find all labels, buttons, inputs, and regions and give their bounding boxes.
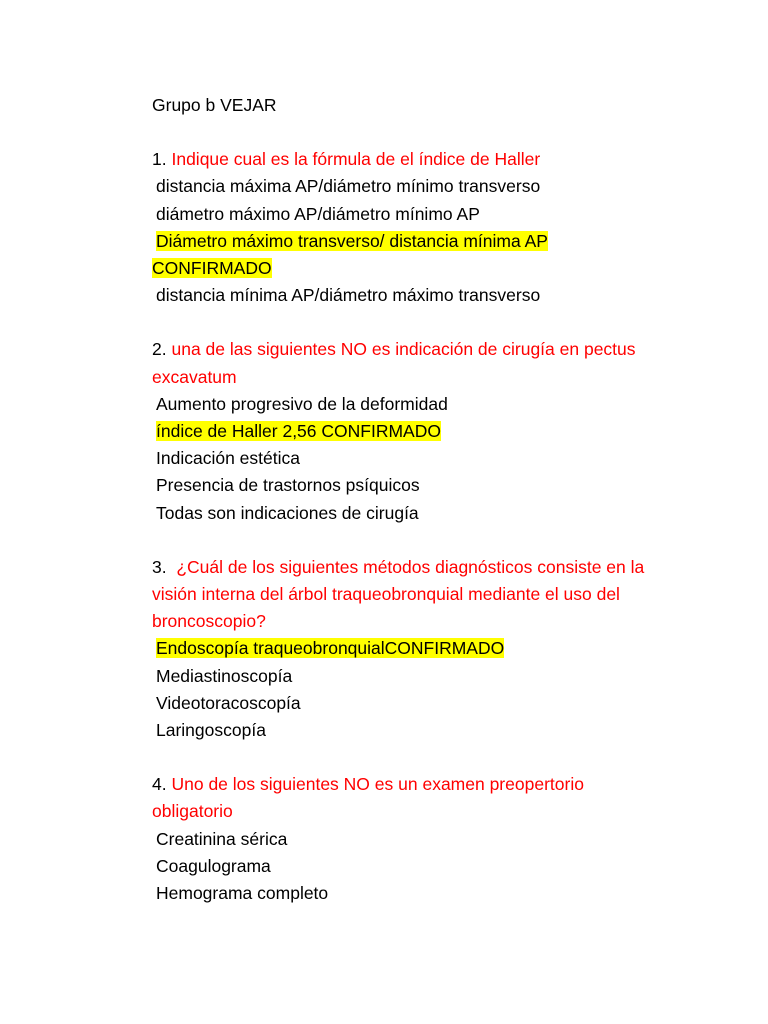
question-3-option-1-highlighted: Endoscopía traqueobronquialCONFIRMADO <box>156 638 505 659</box>
question-4 <box>152 771 712 907</box>
question-1-option-1: distancia máxima AP/diámetro mínimo transverso <box>156 176 541 197</box>
question-2-option-5: Todas son indicaciones de cirugía <box>156 502 419 523</box>
question-1-option-2: diámetro máximo AP/diámetro mínimo AP <box>156 203 480 224</box>
question-4-text-1: Uno de los siguientes NO es un examen preopertorio <box>171 774 584 795</box>
question-1-number: 1. <box>152 149 167 170</box>
question-3-option-2: Mediastinoscopía <box>156 665 293 686</box>
question-1-text: Indique cual es la fórmula de el índice de Haller <box>171 149 541 170</box>
question-3-option-4: Laringoscopía <box>156 720 266 741</box>
question-4-option-2: Coagulograma <box>156 855 271 876</box>
question-3-text-3: broncoscopio? <box>152 611 266 632</box>
question-4-option-1: Creatinina sérica <box>156 828 288 849</box>
question-2-text-2: excavatum <box>152 366 237 387</box>
question-1-confirmed-label: CONFIRMADO <box>152 258 272 279</box>
question-2-option-4: Presencia de trastornos psíquicos <box>156 475 420 496</box>
question-2-line-1 <box>152 336 712 363</box>
question-3-line-1 <box>152 554 712 581</box>
question-4-text-2: obligatorio <box>152 801 233 822</box>
question-4-option-3: Hemograma completo <box>156 883 329 904</box>
question-3-number: 3. <box>152 556 167 577</box>
question-1 <box>152 146 712 309</box>
question-2-option-2-highlighted: índice de Haller 2,56 CONFIRMADO <box>156 421 441 442</box>
question-2-option-2-wrapper <box>152 418 712 445</box>
question-3-option-3: Videotoracoscopía <box>156 692 301 713</box>
question-1-option-3-confirmed <box>152 255 712 282</box>
question-1-line <box>152 146 712 173</box>
question-2-option-1: Aumento progresivo de la deformidad <box>156 393 448 414</box>
question-4-line-1 <box>152 771 712 798</box>
question-2-option-3: Indicación estética <box>156 448 300 469</box>
document-page <box>152 92 712 934</box>
question-1-option-4: distancia mínima AP/diámetro máximo transverso <box>156 285 541 306</box>
question-2-text-1: una de las siguientes NO es indicación de cirugía en pectus <box>171 339 636 360</box>
question-3-text-1: ¿Cuál de los siguientes métodos diagnósticos consiste en la <box>176 556 645 577</box>
question-4-number: 4. <box>152 774 167 795</box>
question-3 <box>152 554 712 744</box>
question-1-option-3-wrapper <box>152 228 712 255</box>
question-1-option-3-highlighted: Diámetro máximo transverso/ distancia mínima AP <box>156 230 548 251</box>
question-3-option-1-wrapper <box>152 635 712 662</box>
question-3-text-2: visión interna del árbol traqueobronquial mediante el uso del <box>152 584 620 605</box>
question-2-number: 2. <box>152 339 167 360</box>
question-2 <box>152 336 712 526</box>
document-heading: Grupo b VEJAR <box>152 95 277 115</box>
